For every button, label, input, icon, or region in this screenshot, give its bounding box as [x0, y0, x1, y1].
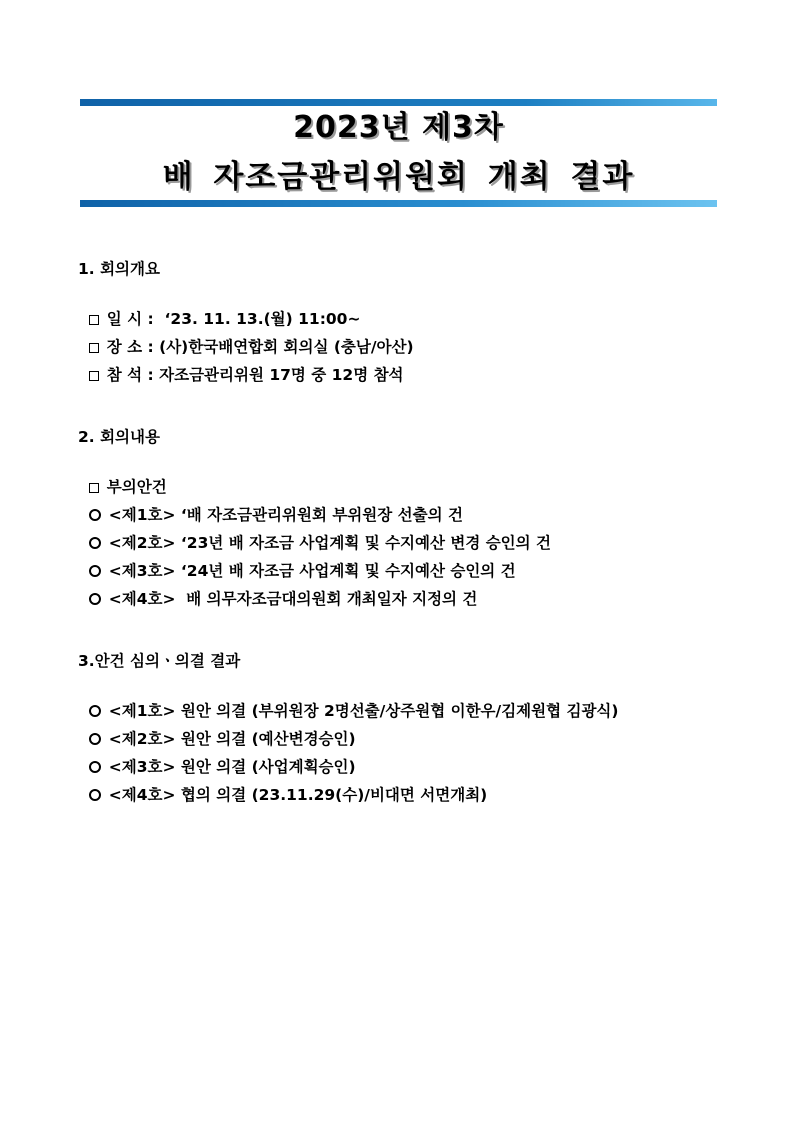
section2-heading: 2. 회의내용	[78, 428, 160, 446]
section3-item	[78, 762, 487, 806]
document-title-line2: 배 자조금관리위원회 개최 결과	[162, 159, 635, 195]
section3-item-text: <제3호> 원안 의결 (사업계획승인)	[108, 758, 356, 776]
section2-item-text: <제4호> 배 의무자조금대의원회 개최일자 지정의 건	[108, 590, 478, 608]
section3-item-text: <제4호> 협의 의결 (23.11.29(수)/비대면 서면개최)	[108, 786, 488, 804]
section1-item-text: 일 시 : ‘23. 11. 13.(월) 11:00~	[106, 310, 361, 328]
section2-item-text: <제3호> ‘24년 배 자조금 사업계획 및 수지예산 승인의 건	[108, 562, 516, 580]
title-bottom-bar	[80, 200, 717, 207]
section3-heading: 3.안건 심의ㆍ의결 결과	[78, 652, 241, 670]
document-title-line1: 2023년 제3차	[293, 110, 504, 145]
section1-item	[78, 342, 404, 386]
section2-subheading-text: 부의안건	[106, 478, 167, 496]
title-top-bar	[80, 99, 717, 106]
section2-item-text: <제2호> ‘23년 배 자조금 사업계획 및 수지예산 변경 승인의 건	[108, 534, 551, 552]
section1-item-text: 장 소 : (사)한국배연합회 회의실 (충남/아산)	[106, 338, 414, 356]
square-bullet-icon	[89, 371, 99, 381]
circle-bullet-icon	[89, 593, 101, 605]
section3-item-text: <제1호> 원안 의결 (부위원장 2명선출/상주원협 이한우/김제원협 김광식)	[108, 702, 619, 720]
circle-bullet-icon	[89, 789, 101, 801]
section1-heading: 1. 회의개요	[78, 260, 160, 278]
section2-item	[78, 566, 477, 610]
section2-item-text: <제1호> ‘배 자조금관리위원회 부위원장 선출의 건	[108, 506, 463, 524]
section3-item-text: <제2호> 원안 의결 (예산변경승인)	[108, 730, 356, 748]
section1-item-text: 참 석 : 자조금관리위원 17명 중 12명 참석	[106, 366, 404, 384]
